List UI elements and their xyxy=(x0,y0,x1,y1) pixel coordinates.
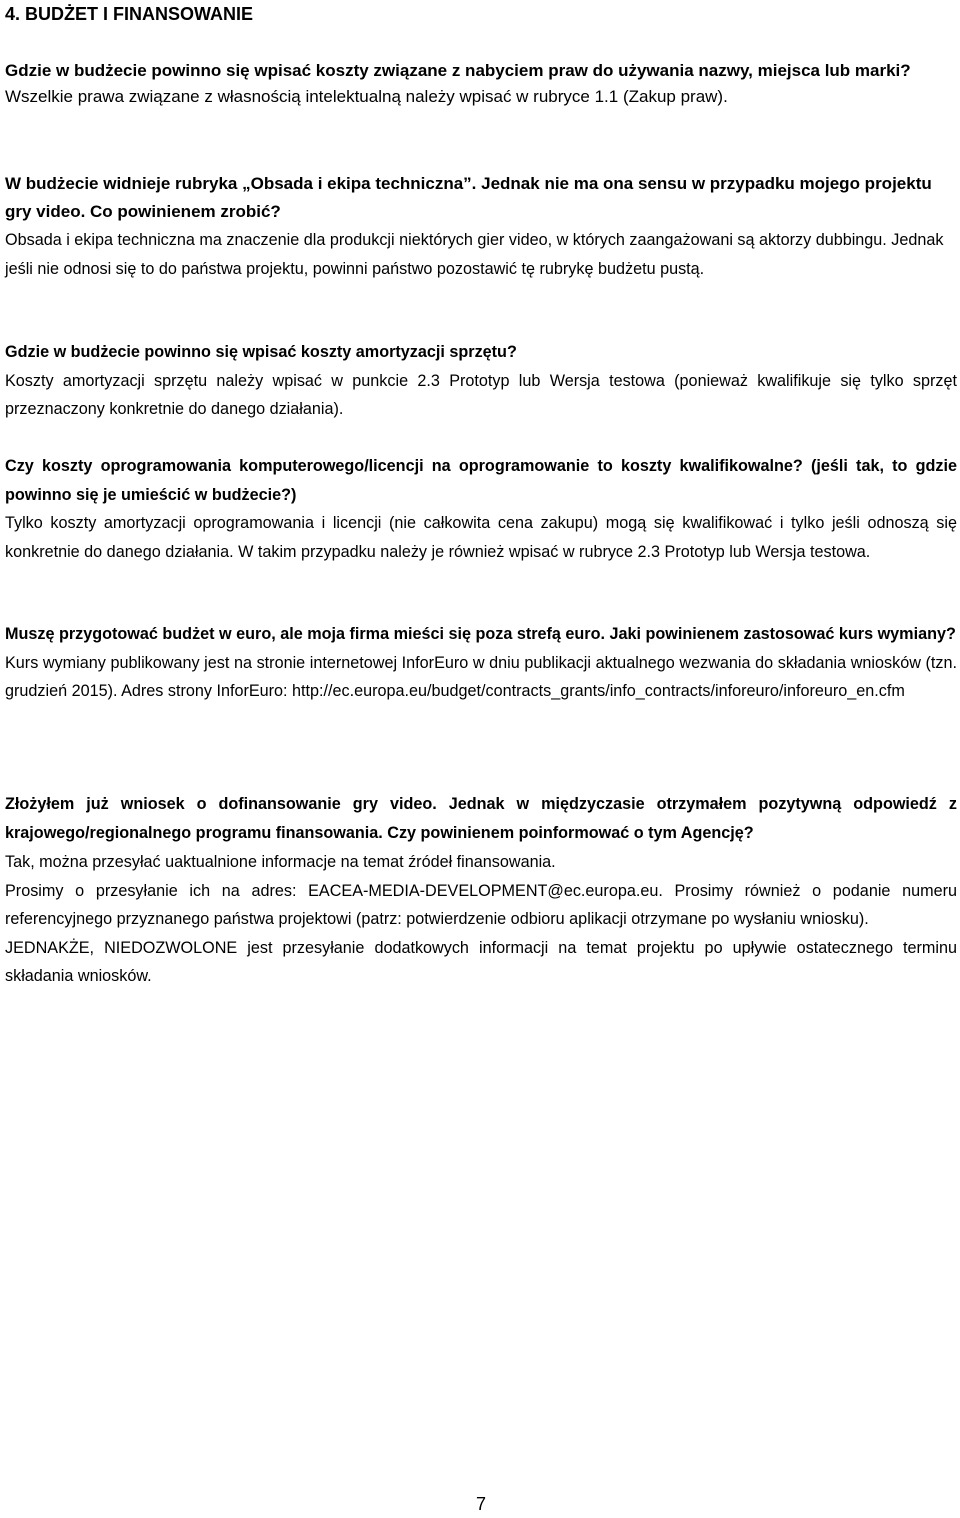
faq-answer-5: Kurs wymiany publikowany jest na stronie internetowej InforEuro w dniu publikacji aktualnego wezwania do składania wniosków (tzn. grudzień 2015). Adres strony InforEuro: http://ec.europa.eu/budget/contracts_grants/info_contracts/inforeuro/inforeuro_en.cfm xyxy=(5,653,957,700)
faq-question-3: Gdzie w budżecie powinno się wpisać koszty amortyzacji sprzętu? xyxy=(5,343,517,361)
faq-answer-6-line-1: Tak, można przesyłać uaktualnione informacje na temat źródeł finansowania. xyxy=(5,853,556,871)
faq-question-5: Muszę przygotować budżet w euro, ale moja firma mieści się poza strefą euro. Jaki powinienem zastosować kurs wymiany? xyxy=(5,625,956,643)
section-title: 4. BUDŻET I FINANSOWANIE xyxy=(5,4,254,24)
faq-question-6: Złożyłem już wniosek o dofinansowanie gry video. Jednak w międzyczasie otrzymałem pozytywną odpowiedź z krajowego/regionalnego programu finansowania. Czy powinienem poinformować o tym Agencję? xyxy=(5,795,957,842)
faq-answer-6-line-2: Prosimy o przesyłanie ich na adres: EACEA-MEDIA-DEVELOPMENT@ec.europa.eu. Prosimy również o podanie numeru referencyjnego przyznanego państwa projektowi (patrz: potwierdzenie odbioru aplikacji otrzymane po wysłaniu wniosku). xyxy=(5,881,957,928)
faq-item-4 xyxy=(5,452,957,566)
faq-answer-6-line-3: JEDNAKŻE, NIEDOZWOLONE jest przesyłanie dodatkowych informacji na temat projektu po upływie ostatecznego terminu składania wniosków. xyxy=(5,938,957,985)
faq-item-1 xyxy=(5,58,957,110)
page-number: 7 xyxy=(475,1494,486,1514)
faq-item-2 xyxy=(5,170,957,283)
faq-item-3 xyxy=(5,338,957,424)
faq-answer-2: Obsada i ekipa techniczna ma znaczenie dla produkcji niektórych gier video, w których zaangażowani są aktorzy dubbingu. Jednak jeśli nie odnosi się to do państwa projektu, powinni państwo pozostawić tę rubrykę budżetu pustą. xyxy=(5,231,944,278)
faq-question-1: Gdzie w budżecie powinno się wpisać koszty związane z nabyciem praw do używania nazwy, miejsca lub marki? xyxy=(5,61,911,80)
faq-item-6 xyxy=(5,790,957,991)
faq-answer-1: Wszelkie prawa związane z własnością intelektualną należy wpisać w rubryce 1.1 (Zakup praw). xyxy=(5,87,728,106)
faq-question-2: W budżecie widnieje rubryka „Obsada i ekipa techniczna”. Jednak nie ma ona sensu w przypadku mojego projektu gry video. Co powinienem zrobić? xyxy=(5,174,932,221)
faq-item-5 xyxy=(5,620,957,706)
faq-question-4: Czy koszty oprogramowania komputerowego/licencji na oprogramowanie to koszty kwalifikowalne? (jeśli tak, to gdzie powinno się je umieścić w budżecie?) xyxy=(5,457,957,504)
faq-answer-3: Koszty amortyzacji sprzętu należy wpisać w punkcie 2.3 Prototyp lub Wersja testowa (ponieważ kwalifikuje się tylko sprzęt przeznaczony konkretnie do danego działania). xyxy=(5,371,957,418)
document-page xyxy=(5,0,957,1513)
faq-answer-4: Tylko koszty amortyzacji oprogramowania i licencji (nie całkowita cena zakupu) mogą się kwalifikować i tylko jeśli odnoszą się konkretnie do danego działania. W takim przypadku należy je również wpisać w rubryce 2.3 Prototyp lub Wersja testowa. xyxy=(5,514,957,561)
